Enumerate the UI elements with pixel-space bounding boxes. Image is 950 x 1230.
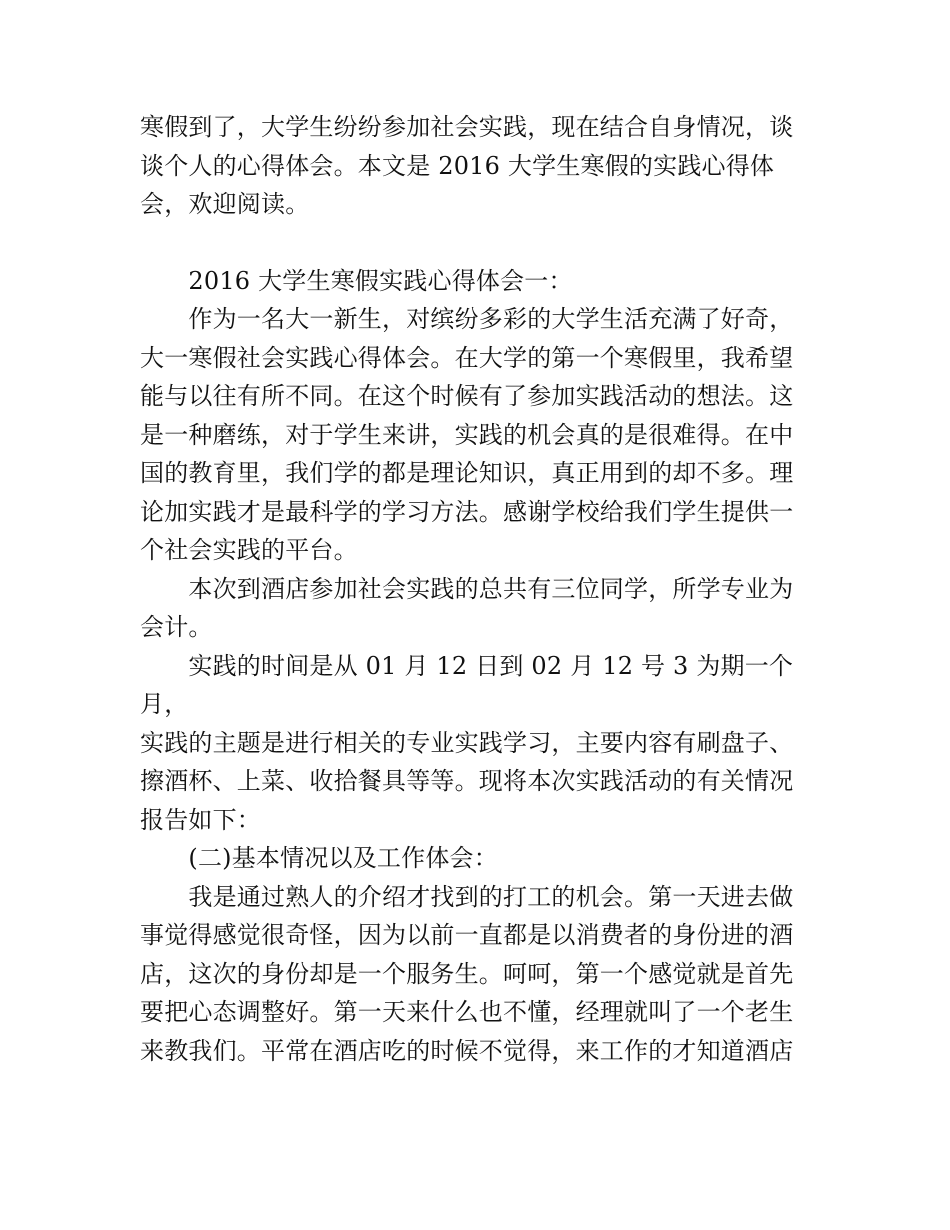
body-line-18: 来教我们。平常在酒店吃的时候不觉得，来工作的才知道酒店 — [140, 1036, 794, 1065]
document-body — [140, 108, 815, 1070]
paragraph-gap — [140, 224, 815, 262]
intro-line-1: 寒假到了，大学生纷纷参加社会实践，现在结合自身情况，谈 — [140, 113, 794, 141]
body-line-14: 我是通过熟人的介绍才找到的打工的机会。第一天进去做 — [140, 882, 794, 911]
body-line-9: 会计。 — [140, 613, 213, 641]
body-line-11: 实践的主题是进行相关的专业实践学习，主要内容有刷盘子、 — [140, 728, 794, 757]
body-line-4: 是一种磨练，对于学生来讲，实践的机会真的是很难得。在中 — [140, 420, 794, 449]
body-line-6: 论加实践才是最科学的学习方法。感谢学校给我们学生提供一 — [140, 497, 794, 526]
section-heading-2: (二)基本情况以及工作体会： — [140, 844, 498, 872]
body-line-13: 报告如下： — [140, 805, 261, 834]
body-line-10: 实践的时间是从 01 月 12 日到 02 月 12 号 3 为期一个月， — [140, 651, 794, 718]
body-line-15: 事觉得感觉很奇怪，因为以前一直都是以消费者的身份进的酒 — [140, 921, 794, 949]
intro-line-3: 会，欢迎阅读。 — [140, 190, 310, 218]
body-line-12: 擦酒杯、上菜、收拾餐具等等。现将本次实践活动的有关情况 — [140, 767, 794, 795]
body-line-16: 店，这次的身份却是一个服务生。呵呵，第一个感觉就是首先 — [140, 959, 794, 988]
body-line-5: 国的教育里，我们学的都是理论知识，真正用到的却不多。理 — [140, 459, 794, 487]
body-line-17: 要把心态调整好。第一天来什么也不懂，经理就叫了一个老生 — [140, 998, 794, 1026]
section-heading-1: 2016 大学生寒假实践心得体会一： — [140, 266, 573, 295]
body-line-1: 作为一名大一新生，对缤纷多彩的大学生活充满了好奇， — [140, 305, 794, 333]
body-line-7: 个社会实践的平台。 — [140, 536, 358, 564]
intro-line-2: 谈个人的心得体会。本文是 2016 大学生寒假的实践心得体 — [140, 151, 775, 180]
body-line-8: 本次到酒店参加社会实践的总共有三位同学，所学专业为 — [140, 574, 794, 603]
body-line-3: 能与以往有所不同。在这个时候有了参加实践活动的想法。这 — [140, 382, 794, 410]
body-line-2: 大一寒假社会实践心得体会。在大学的第一个寒假里，我希望 — [140, 343, 794, 372]
